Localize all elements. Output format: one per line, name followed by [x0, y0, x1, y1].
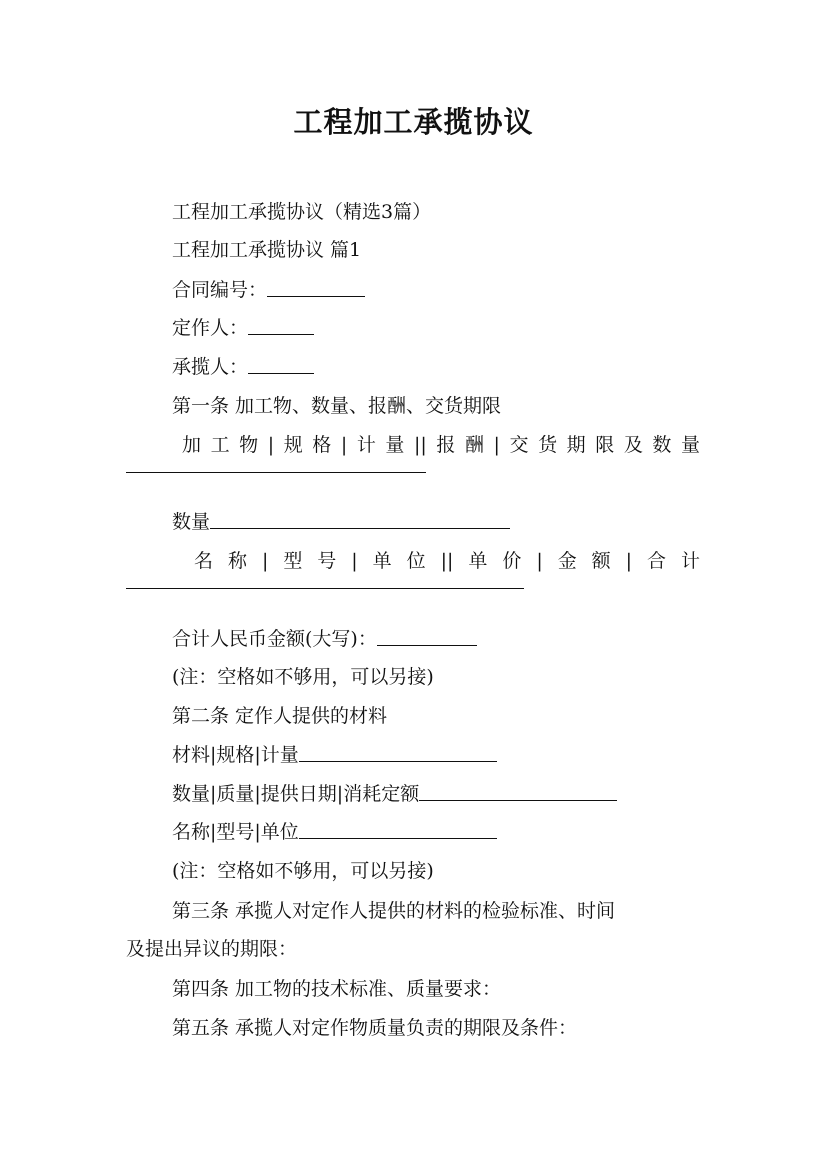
doc-line-quantity	[172, 510, 712, 534]
doc-line: (注：空格如不够用，可以另接)	[172, 860, 434, 882]
document-title: 工程加工承揽协议	[293, 105, 534, 139]
doc-line-label: 数量	[172, 511, 211, 533]
doc-line-label: 名称|型号|单位	[172, 821, 299, 843]
doc-line: 工程加工承揽协议 篇1	[172, 239, 362, 261]
doc-line: (注：空格如不够用，可以另接)	[172, 666, 434, 688]
doc-line-total	[172, 627, 712, 651]
doc-line-materials-qty	[172, 782, 712, 806]
doc-line: 第二条 定作人提供的材料	[172, 705, 388, 727]
doc-line: 第四条 加工物的技术标准、质量要求：	[172, 978, 502, 1000]
doc-line-label: 数量|质量|提供日期|消耗定额	[172, 783, 420, 805]
doc-line-contractor	[172, 316, 712, 340]
doc-line-label: 定作人：	[172, 317, 249, 339]
doc-line-label: 合计人民币金额(大写)：	[172, 628, 377, 650]
doc-line: 第一条 加工物、数量、报酬、交货期限	[172, 395, 502, 417]
doc-line-label: 材料|规格|计量	[172, 744, 299, 766]
doc-line-contract-no	[172, 278, 712, 302]
doc-line: 第三条 承揽人对定作人提供的材料的检验标准、时间	[172, 900, 616, 922]
doc-line-materials-name	[172, 820, 712, 844]
fill-blank	[126, 588, 524, 606]
doc-line-table-header: 名称|型号|单位||单价|金额|合计	[194, 550, 700, 572]
doc-line-undertaker	[172, 355, 712, 379]
doc-line: 及提出异议的期限：	[126, 938, 298, 960]
doc-line-label: 合同编号：	[172, 279, 268, 301]
fill-blank	[126, 472, 426, 490]
doc-line-materials	[172, 743, 712, 767]
doc-line-table-header: 加工物|规格|计量||报酬|交货期限及数量	[182, 434, 700, 456]
doc-line: 工程加工承揽协议（精选3篇）	[172, 201, 432, 223]
doc-line: 第五条 承揽人对定作物质量负责的期限及条件：	[172, 1017, 578, 1039]
doc-line-label: 承揽人：	[172, 356, 249, 378]
